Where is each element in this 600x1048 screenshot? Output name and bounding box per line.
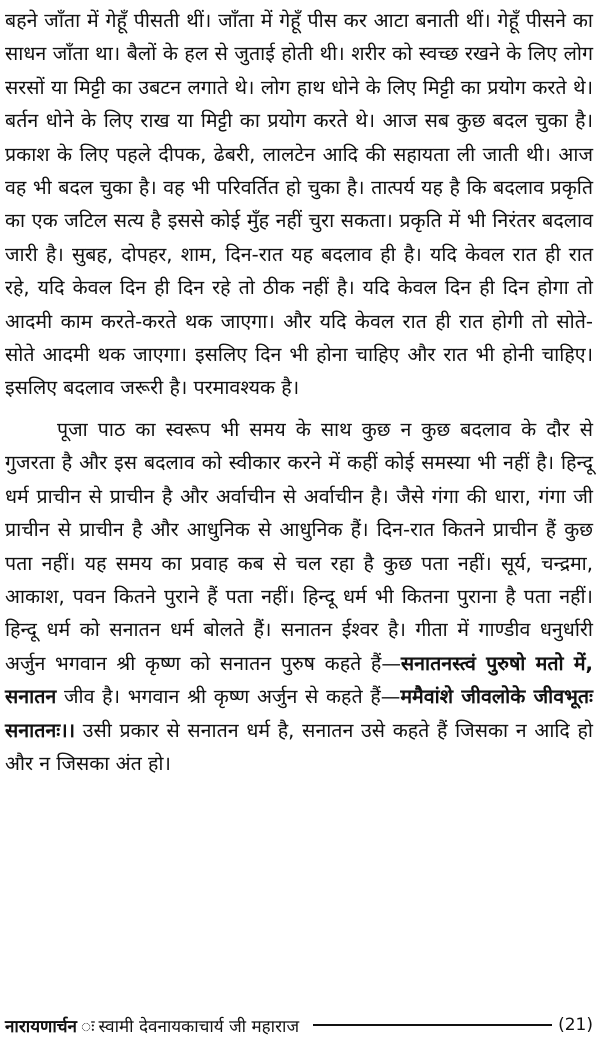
sanskrit-quote-1: सनातनस्त्वं पुरुषो मतो में, सनातन bbox=[5, 651, 593, 709]
page-number: (21) bbox=[558, 1015, 593, 1035]
page-body bbox=[5, 4, 593, 780]
book-title: नारायणार्चन bbox=[5, 1016, 77, 1037]
paragraph-2-text-b: जीव है। भगवान श्री कृष्ण अर्जुन से कहते हैं— bbox=[56, 685, 401, 709]
paragraph-2-text-a: पूजा पाठ का स्वरूप भी समय के साथ कुछ न कुछ बदलाव के दौर से गुजरता है और इस बदलाव को स्वीकार करने में कहीं कोई समस्या भी नहीं है। हिन्दू धर्म प्राचीन से प्राचीन है और अर्वाचीन से अर्वाचीन है। जैसे गंगा की धारा, गंगा जी प्राचीन से प्राचीन है और आधुनिक से आधुनिक हैं। दिन-रात कितने प्राचीन हैं कुछ पता नहीं। यह समय का प्रवाह कब से चल रहा है कुछ पता नहीं। सूर्य, चन्द्रमा, आकाश, पवन कितने पुराने हैं पता नहीं। हिन्दू धर्म भी कितना पुराना है पता नहीं। हिन्दू धर्म को सनातन धर्म बोलते हैं। सनातन ईश्वर है। गीता में गाण्डीव धनुर्धारी अर्जुन भगवान श्री कृष्ण को सनातन पुरुष कहते हैं— bbox=[5, 417, 593, 675]
author-name: स्वामी देवनायकाचार्य जी महाराज bbox=[98, 1016, 300, 1037]
paragraph-2-text-c: उसी प्रकार से सनातन धर्म है, सनातन उसे कहते हैं जिसका न आदि हो और न जिसका अंत हो। bbox=[5, 718, 593, 775]
footer-rule bbox=[313, 1024, 552, 1026]
footer-separator: ः bbox=[80, 1016, 95, 1037]
page-footer bbox=[5, 1008, 593, 1042]
sanskrit-quote-2: ममैवांशे जीवलोके जीवभूतः सनातनः।। bbox=[5, 685, 593, 742]
paragraph-2 bbox=[5, 413, 593, 780]
paragraph-1: बहने जाँता में गेहूँ पीसती थीं। जाँता में गेहूँ पीस कर आटा बनाती थीं। गेहूँ पीसने का साधन जाँता था। बैलों के हल से जुताई होती थी। शरीर को स्वच्छ रखने के लिए लोग सरसों या मिट्टी का उबटन लगाते थे। लोग हाथ धोने के लिए मिट्टी का प्रयोग करते थे। बर्तन धोने के लिए राख या मिट्टी का प्रयोग करते थे। आज सब कुछ बदल चुका है। प्रकाश के लिए पहले दीपक, ढेबरी, लालटेन आदि की सहायता ली जाती थी। आज वह भी बदल चुका है। वह भी परिवर्तित हो चुका है। तात्पर्य यह है कि बदलाव प्रकृति का एक जटिल सत्य है इससे कोई मुँह नहीं चुरा सकता। प्रकृति में भी निरंतर बदलाव जारी है। सुबह, दोपहर, शाम, दिन-रात यह बदलाव ही है। यदि केवल रात ही रात रहे, यदि केवल दिन ही दिन रहे तो ठीक नहीं है। यदि केवल दिन ही दिन होगा तो आदमी काम करते-करते थक जाएगा। और यदि केवल रात ही रात होगी तो सोते-सोते आदमी थक जाएगा। इसलिए दिन भी होना चाहिए और रात भी होनी चाहिए। इसलिए बदलाव जरूरी है। परमावश्यक है। bbox=[5, 9, 593, 400]
